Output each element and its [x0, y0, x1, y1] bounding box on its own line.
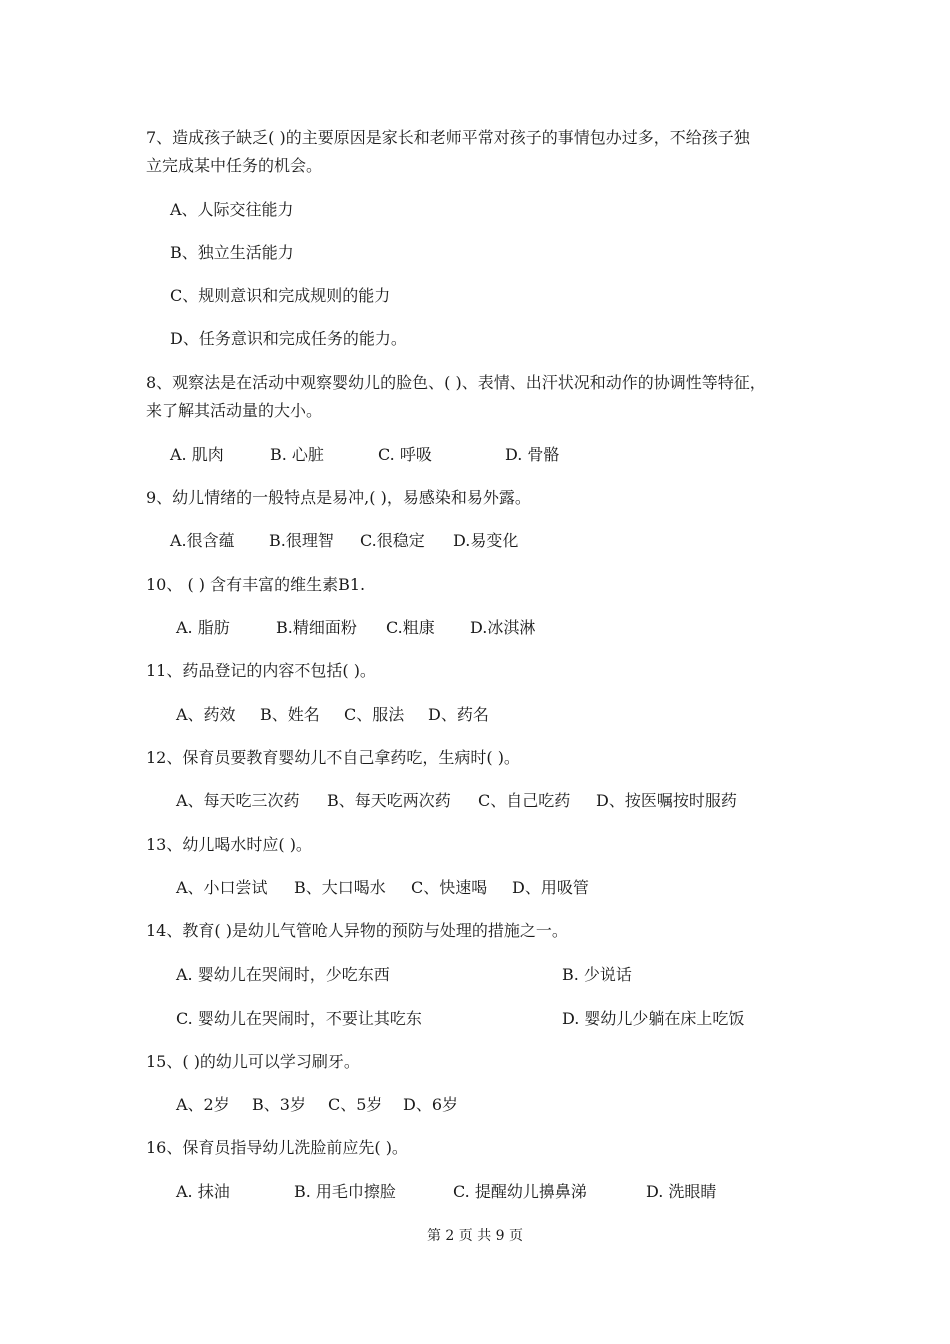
question-7-line-2: 立完成某中任务的机会。 — [146, 156, 323, 175]
question-12-option-a: A、每天吃三次药 — [176, 791, 300, 810]
question-16-option-c: C. 提醒幼儿擤鼻涕 — [453, 1182, 587, 1201]
question-7-line-1: 7、造成孩子缺乏( )的主要原因是家长和老师平常对孩子的事情包办过多，不给孩子独 — [146, 128, 750, 147]
question-16-option-b: B. 用毛巾擦脸 — [294, 1182, 396, 1201]
question-11-line-1: 11、药品登记的内容不包括( )。 — [146, 661, 376, 680]
question-7-option-d: D、任务意识和完成任务的能力。 — [170, 329, 407, 348]
question-11-option-d: D、药名 — [428, 705, 489, 724]
question-15-line-1: 15、( )的幼儿可以学习刷牙。 — [146, 1052, 360, 1071]
question-13-line-1: 13、幼儿喝水时应( )。 — [146, 835, 312, 854]
question-13-option-a: A、小口尝试 — [176, 878, 268, 897]
question-8-option-d: D. 骨骼 — [505, 445, 560, 464]
page-footer: 第 2 页 共 9 页 — [426, 1228, 524, 1244]
question-11-option-a: A、药效 — [176, 705, 236, 724]
question-9-option-b: B.很理智 — [269, 531, 334, 550]
question-8-option-a: A. 肌肉 — [170, 445, 224, 464]
question-15-option-b: B、3岁 — [252, 1095, 306, 1114]
question-13-option-d: D、用吸管 — [512, 878, 589, 897]
question-13-option-c: C、快速喝 — [411, 878, 488, 897]
question-8-option-b: B. 心脏 — [270, 445, 324, 464]
question-14-option-b: B. 少说话 — [562, 965, 632, 984]
question-15-option-a: A、2岁 — [176, 1095, 230, 1114]
question-10-option-a: A. 脂肪 — [176, 618, 230, 637]
question-16-line-1: 16、保育员指导幼儿洗脸前应先( )。 — [146, 1138, 408, 1157]
question-12-option-c: C、自己吃药 — [478, 791, 571, 810]
question-11-option-c: C、服法 — [344, 705, 405, 724]
question-15-option-c: C、5岁 — [328, 1095, 383, 1114]
question-10-option-b: B.精细面粉 — [276, 618, 357, 637]
question-10-line-1: 10、 ( ) 含有丰富的维生素B1. — [146, 575, 366, 594]
question-9-line-1: 9、幼儿情绪的一般特点是易冲,( )，易感染和易外露。 — [146, 488, 531, 507]
question-8-line-1: 8、观察法是在活动中观察婴幼儿的脸色、( )、表情、出汗状况和动作的协调性等特征， — [146, 373, 766, 392]
question-14-option-c: C. 婴幼儿在哭闹时，不要让其吃东 — [176, 1009, 422, 1028]
question-9-option-c: C.很稳定 — [360, 531, 425, 550]
question-13-option-b: B、大口喝水 — [294, 878, 386, 897]
question-14-option-d: D. 婴幼儿少躺在床上吃饭 — [562, 1009, 745, 1028]
question-12-option-b: B、每天吃两次药 — [327, 791, 451, 810]
question-9-option-d: D.易变化 — [453, 531, 519, 550]
question-14-option-a: A. 婴幼儿在哭闹时，少吃东西 — [176, 965, 390, 984]
question-15-option-d: D、6岁 — [403, 1095, 459, 1114]
question-8-option-c: C. 呼吸 — [378, 445, 432, 464]
question-12-line-1: 12、保育员要教育婴幼儿不自己拿药吃，生病时( )。 — [146, 748, 520, 767]
question-8-line-2: 来了解其活动量的大小。 — [146, 401, 323, 420]
question-7-option-b: B、独立生活能力 — [170, 243, 294, 262]
question-7-option-a: A、人际交往能力 — [170, 200, 294, 219]
question-11-option-b: B、姓名 — [260, 705, 320, 724]
question-12-option-d: D、按医嘱按时服药 — [596, 791, 737, 810]
question-7-option-c: C、规则意识和完成规则的能力 — [170, 286, 391, 305]
question-16-option-a: A. 抹油 — [176, 1182, 230, 1201]
question-9-option-a: A.很含蕴 — [170, 531, 235, 550]
question-10-option-d: D.冰淇淋 — [470, 618, 536, 637]
question-14-line-1: 14、教育( )是幼儿气管呛人异物的预防与处理的措施之一。 — [146, 921, 568, 940]
question-16-option-d: D. 洗眼睛 — [646, 1182, 717, 1201]
question-10-option-c: C.粗康 — [386, 618, 435, 637]
